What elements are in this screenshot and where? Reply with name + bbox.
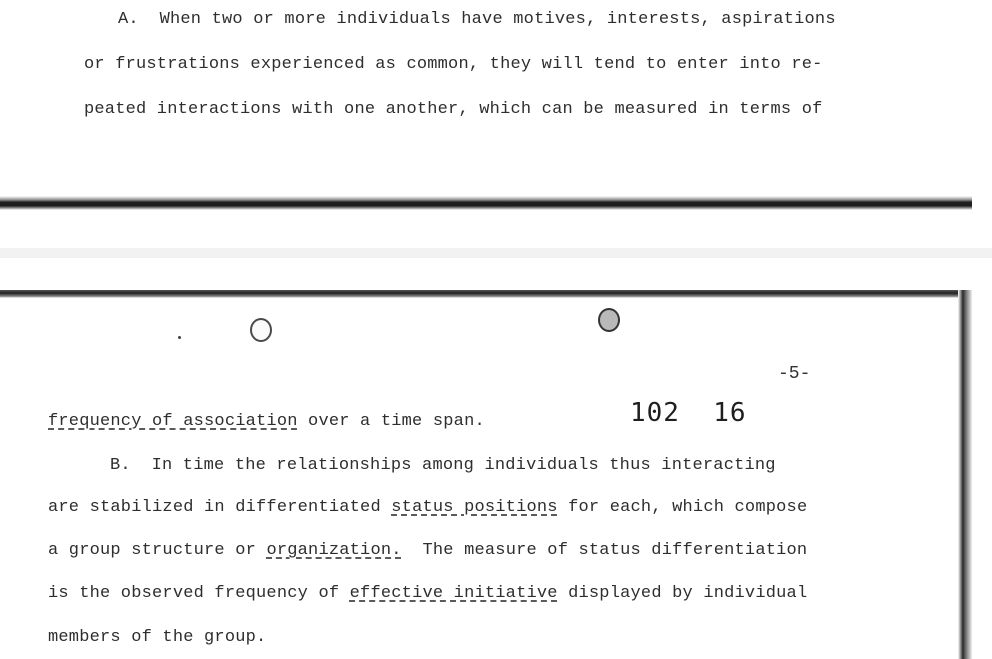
underlined-term: status positions: [391, 498, 558, 517]
page-edge-shadow: [0, 196, 972, 210]
underlined-term: frequency of association: [48, 412, 298, 431]
stamped-number: 102 16: [630, 398, 747, 428]
paragraph-b-line-1: B. In time the relationships among individuals thus interacting: [110, 456, 776, 475]
line-text: is the observed frequency of: [48, 584, 350, 603]
paragraph-a-line-3: peated interactions with one another, which can be measured in terms of: [84, 100, 823, 119]
speck: [178, 336, 181, 339]
underlined-term: effective initiative: [349, 584, 558, 603]
page-number: -5-: [778, 364, 811, 384]
paragraph-a-line-1: A. When two or more individuals have motives, interests, aspirations: [118, 10, 836, 29]
line-text: over a time span.: [297, 412, 485, 431]
lower-page-right-edge: [958, 290, 972, 659]
punch-hole-right: [598, 308, 620, 332]
line-text: displayed by individual: [557, 584, 808, 603]
paragraph-b-line-3: [48, 541, 807, 560]
underlined-term: organization.: [266, 541, 402, 560]
lower-page-top-edge: [0, 290, 968, 298]
line-text: are stabilized in differentiated: [48, 498, 392, 517]
paragraph-b-line-5: members of the group.: [48, 628, 267, 647]
page-gap: [0, 248, 992, 258]
upper-page: [0, 0, 992, 248]
line-text: The measure of status differentiation: [401, 541, 808, 560]
punch-hole-left: [250, 318, 272, 342]
paragraph-b-line-4: [48, 584, 807, 603]
line-text: for each, which compose: [557, 498, 808, 517]
continuation-line: [48, 412, 485, 431]
line-text: a group structure or: [48, 541, 267, 560]
paragraph-a-line-2: or frustrations experienced as common, they will tend to enter into re-: [84, 55, 823, 74]
paragraph-b-line-2: [48, 498, 807, 517]
